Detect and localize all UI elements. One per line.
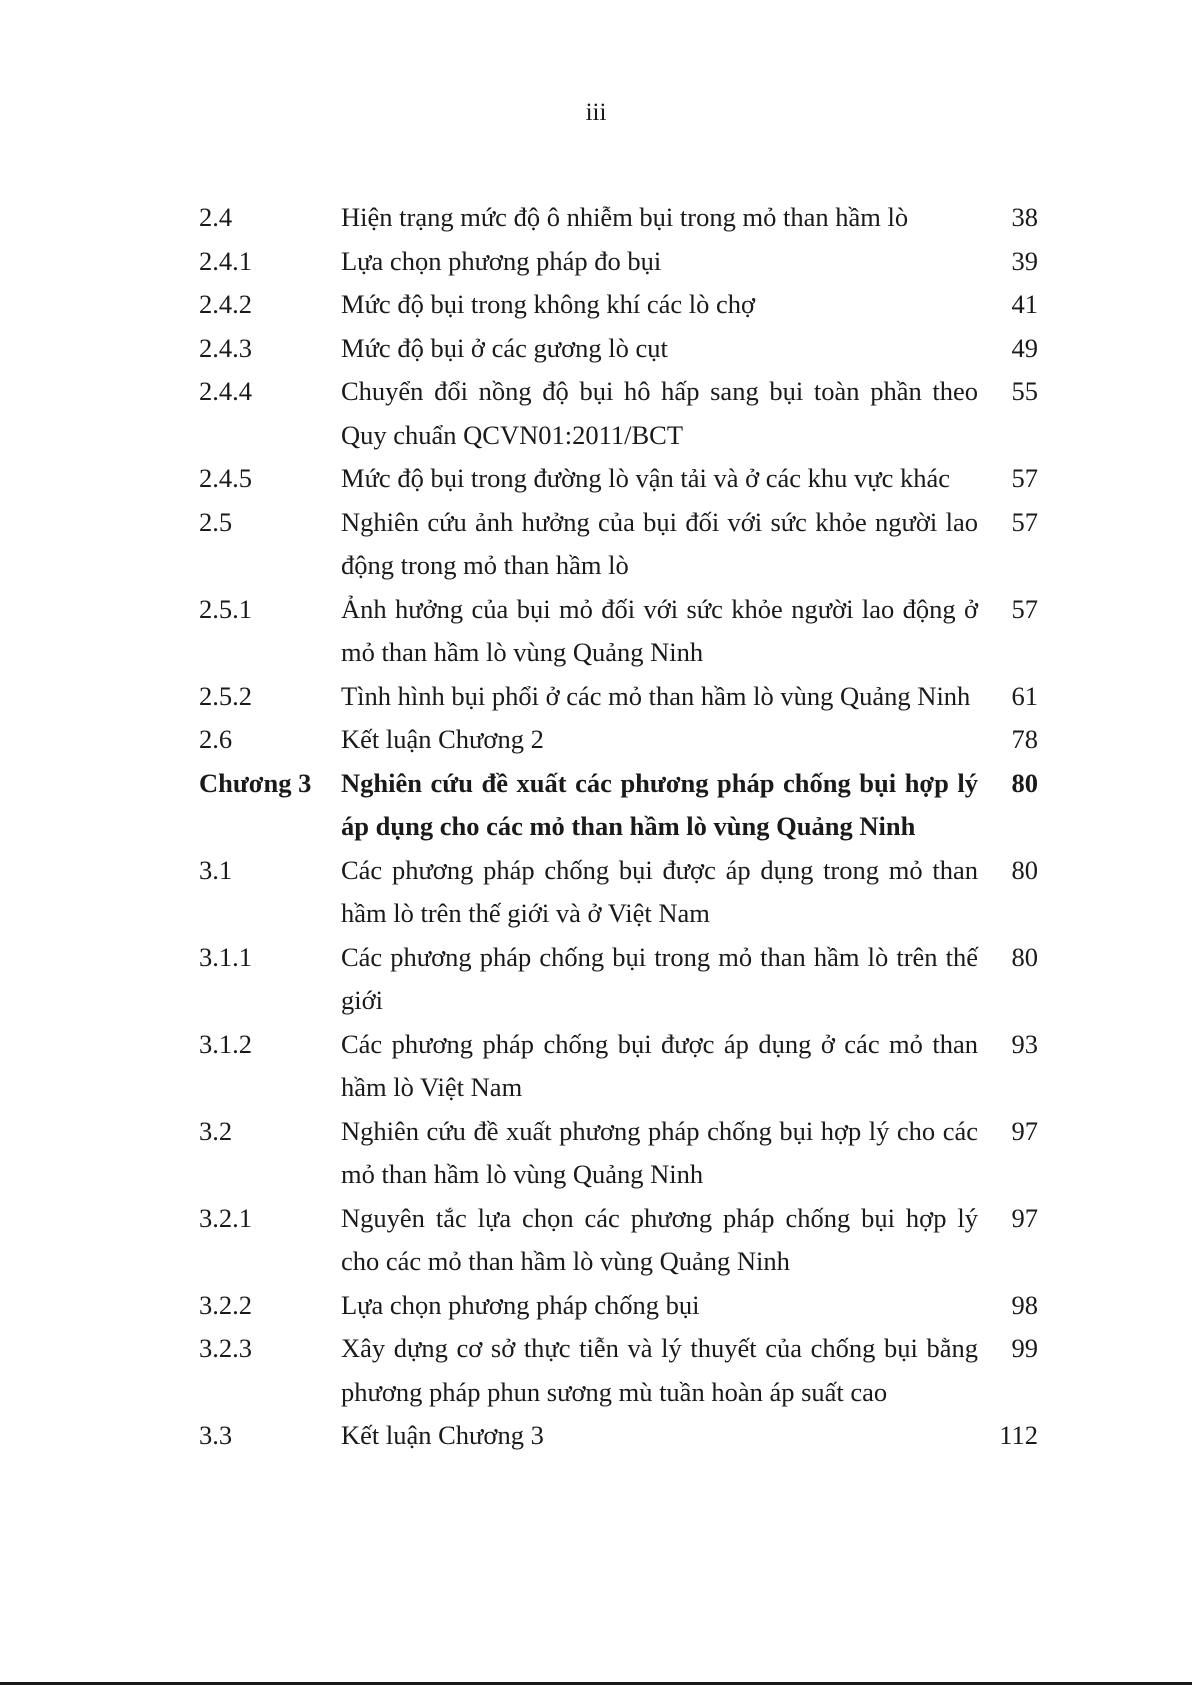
toc-row	[199, 327, 1048, 371]
toc-row	[199, 501, 1048, 588]
toc-entry-page: 55	[1011, 376, 1038, 406]
toc-entry-number: 3.2	[199, 1115, 233, 1146]
toc-entry-page: 41	[1011, 289, 1038, 319]
toc-entry-number: 3.2.3	[199, 1333, 252, 1363]
toc-entry-page: 78	[1011, 724, 1038, 754]
toc-entry-title: Kết luận Chương 3	[341, 1420, 544, 1450]
toc-entry-number: 3.3	[199, 1420, 233, 1450]
toc-entry-page: 93	[1011, 1028, 1038, 1059]
toc-entry-number: 3.1.1	[199, 941, 252, 972]
toc-entry-number: 2.4.1	[199, 245, 252, 276]
toc-entry-page: 97	[1011, 1202, 1038, 1233]
toc-entry-title: Các phương pháp chống bụi trong mỏ than hầm lò trên thế giới	[341, 941, 978, 1015]
toc-entry-title: Nghiên cứu ảnh hưởng của bụi đối với sức khỏe người lao động trong mỏ than hầm lò	[341, 506, 978, 580]
page-number: iii	[585, 99, 607, 126]
toc-row	[199, 675, 1048, 719]
toc-entry-title: Kết luận Chương 2	[341, 724, 544, 754]
toc-entry-page: 80	[1011, 941, 1038, 972]
toc-entry-title: Ảnh hưởng của bụi mỏ đối với sức khỏe người lao động ở mỏ than hầm lò vùng Quảng Ninh	[341, 593, 978, 667]
toc-entry-page: 80	[1011, 854, 1038, 885]
toc-entry-number: 2.5	[199, 506, 233, 537]
toc-entry-title: Mức độ bụi trong đường lò vận tải và ở các khu vực khác	[341, 463, 951, 493]
toc-row	[199, 240, 1048, 284]
toc-entry-page: 112	[999, 1420, 1038, 1450]
toc-row	[199, 457, 1048, 501]
toc-chapter-row	[199, 762, 1048, 849]
toc-entry-number: 2.5.2	[199, 680, 252, 711]
toc-entry-number: 2.4.4	[199, 376, 252, 406]
toc-entry-title: Nguyên tắc lựa chọn các phương pháp chống bụi hợp lý cho các mỏ than hầm lò vùng Quảng Ninh	[341, 1202, 978, 1276]
toc-row	[199, 283, 1048, 327]
toc-entry-page: 61	[1011, 680, 1038, 711]
toc-entry-number: 2.4.5	[199, 463, 252, 493]
toc-entry-page: 97	[1011, 1115, 1038, 1146]
toc-entry-number: 3.2.2	[199, 1289, 252, 1320]
toc-entry-number: 2.6	[199, 724, 233, 754]
toc-row	[199, 1327, 1048, 1414]
toc-entry-page: 57	[1011, 506, 1038, 537]
toc-entry-page: 57	[1011, 463, 1038, 493]
toc-entry-title: Hiện trạng mức độ ô nhiễm bụi trong mỏ than hầm lò	[341, 202, 909, 232]
toc-entry-number: 3.1.2	[199, 1028, 252, 1059]
toc-row	[199, 588, 1048, 675]
toc-entry-page: 99	[1011, 1333, 1038, 1363]
toc-row	[199, 849, 1048, 936]
toc-row	[199, 1110, 1048, 1197]
toc-row	[199, 936, 1048, 1023]
toc-entry-number: Chương 3	[199, 767, 312, 798]
toc-entry-page: 39	[1011, 245, 1038, 276]
toc-entry-page: 57	[1011, 593, 1038, 624]
toc-entry-page: 38	[1011, 202, 1038, 232]
toc-entry-page: 98	[1011, 1289, 1038, 1320]
toc-entry-title: Mức độ bụi ở các gương lò cụt	[341, 332, 668, 363]
toc-entry-title: Chuyển đổi nồng độ bụi hô hấp sang bụi toàn phần theo Quy chuẩn QCVN01:2011/BCT	[341, 376, 978, 450]
toc-row	[199, 718, 1048, 762]
toc-row	[199, 1414, 1048, 1458]
table-of-contents	[199, 196, 1048, 1458]
toc-entry-number: 2.4	[199, 202, 233, 232]
toc-entry-number: 2.4.2	[199, 289, 252, 319]
toc-entry-page: 49	[1011, 332, 1038, 363]
toc-entry-number: 2.5.1	[199, 593, 252, 624]
toc-entry-title: Nghiên cứu đề xuất phương pháp chống bụi hợp lý cho các mỏ than hầm lò vùng Quảng Ninh	[341, 1115, 978, 1189]
toc-row	[199, 1197, 1048, 1284]
toc-row	[199, 1284, 1048, 1328]
toc-entry-title: Xây dựng cơ sở thực tiễn và lý thuyết của chống bụi bằng phương pháp phun sương mù tuần hoàn áp suất cao	[341, 1333, 978, 1407]
toc-entry-title: Lựa chọn phương pháp đo bụi	[341, 245, 662, 276]
toc-entry-number: 2.4.3	[199, 332, 252, 363]
toc-row	[199, 1023, 1048, 1110]
toc-entry-title: Các phương pháp chống bụi được áp dụng trong mỏ than hầm lò trên thế giới và ở Việt Nam	[341, 854, 978, 928]
toc-entry-title: Nghiên cứu đề xuất các phương pháp chống bụi hợp lý áp dụng cho các mỏ than hầm lò vùng Quảng Ninh	[341, 767, 978, 841]
toc-entry-page: 80	[1011, 767, 1038, 798]
toc-entry-number: 3.1	[199, 854, 233, 885]
toc-entry-title: Lựa chọn phương pháp chống bụi	[341, 1289, 700, 1320]
toc-entry-title: Tình hình bụi phổi ở các mỏ than hầm lò vùng Quảng Ninh	[341, 680, 971, 711]
toc-entry-title: Các phương pháp chống bụi được áp dụng ở các mỏ than hầm lò Việt Nam	[341, 1028, 978, 1102]
toc-row	[199, 196, 1048, 240]
toc-entry-number: 3.2.1	[199, 1202, 252, 1233]
toc-entry-title: Mức độ bụi trong không khí các lò chợ	[341, 289, 756, 319]
toc-row	[199, 370, 1048, 457]
